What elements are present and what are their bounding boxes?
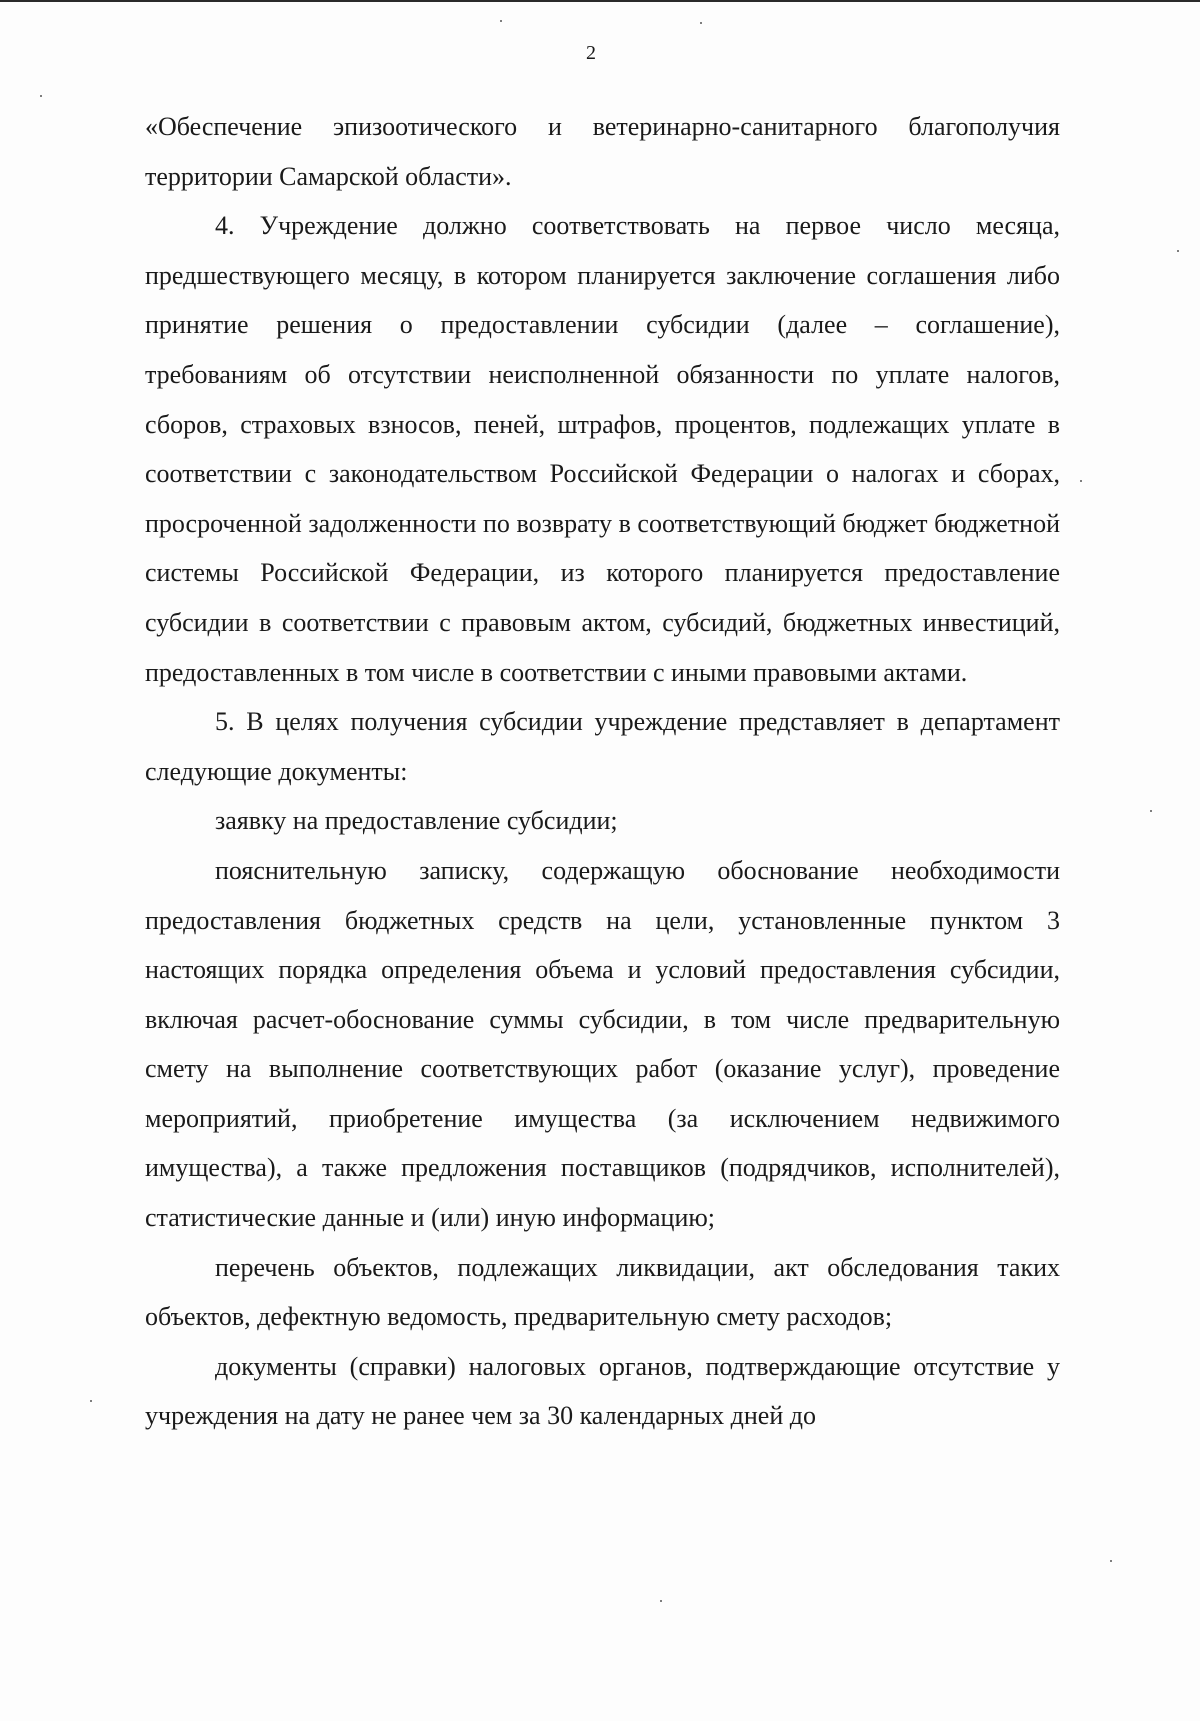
scan-speck	[90, 1400, 92, 1402]
page-number: 2	[586, 42, 596, 64]
scan-speck	[40, 95, 42, 97]
document-body	[145, 102, 1060, 1441]
list-item-objects-list: перечень объектов, подлежащих ликвидации, акт обследования таких объектов, дефектную ведомость, предварительную смету расходов;	[145, 1252, 1060, 1332]
scan-speck	[700, 22, 702, 24]
scan-speck	[660, 1600, 662, 1602]
list-item-application: заявку на предоставление субсидии;	[215, 806, 618, 836]
paragraph-clause-5: 5. В целях получения субсидии учреждение представляет в департамент следующие документы:	[145, 707, 1060, 786]
scan-speck	[1150, 810, 1152, 812]
paragraph-clause-4: 4. Учреждение должно соответствовать на первое число месяца, предшествующего месяцу, в котором планируется заключение соглашения либо принятие решения о предоставлении субсидии (далее – соглашение), требованиям об отсутствии неисполненной обязанности по уплате налогов, сборов, страховых взносов, пеней, штрафов, процентов, подлежащих уплате в соответствии с законодательством Российской Федерации о налогах и сборах, просроченной задолженности по возврату в соответствующий бюджет бюджетной системы Российской Федерации, из которого планируется предоставление субсидии в соответствии с правовым актом, субсидий, бюджетных инвестиций, предоставленных в том числе в соответствии с иными правовыми актами.	[145, 211, 1060, 687]
list-item-tax-documents: документы (справки) налоговых органов, подтверждающие отсутствие у учреждения на дату не ранее чем за 30 календарных дней до	[145, 1351, 1060, 1431]
scan-speck	[1177, 250, 1179, 252]
scan-speck	[1080, 480, 1082, 482]
scan-speck	[500, 20, 502, 22]
scan-speck	[1110, 1560, 1112, 1562]
page-top-edge	[0, 0, 1200, 2]
paragraph-program-name: «Обеспечение эпизоотического и ветеринарно-санитарного благополучия территории Самарской области».	[145, 112, 1060, 191]
list-item-explanatory-note: пояснительную записку, содержащую обоснование необходимости предоставления бюджетных средств на цели, установленные пунктом 3 настоящих порядка определения объема и условий предоставления субсидии, включая расчет-обоснование суммы субсидии, в том числе предварительную смету на выполнение соответствующих работ (оказание услуг), проведение мероприятий, приобретение имущества (за исключением недвижимого имущества), а также предложения поставщиков (подрядчиков, исполнителей), статистические данные и (или) иную информацию;	[145, 855, 1060, 1233]
